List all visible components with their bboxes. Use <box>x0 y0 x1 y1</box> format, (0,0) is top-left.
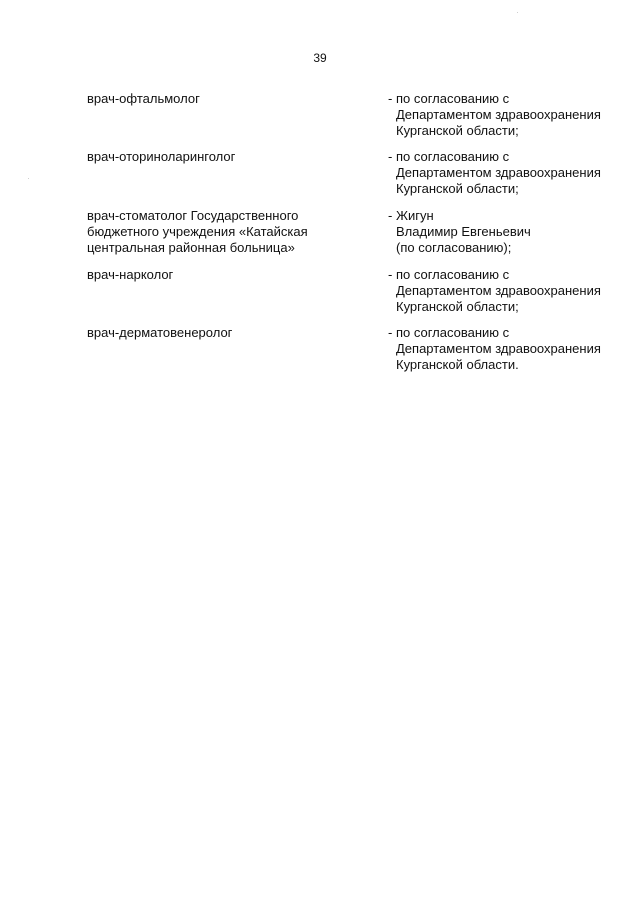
assignment-line: - по согласованию с <box>388 325 510 340</box>
role-title-line: врач-нарколог <box>87 267 174 282</box>
assignment <box>388 149 628 197</box>
role-title-line: бюджетного учреждения «Катайская <box>87 224 308 239</box>
assignment-line: Курганской области. <box>396 357 519 372</box>
roster-entry <box>0 91 640 141</box>
assignment-line: Курганской области; <box>396 181 519 196</box>
assignment <box>388 91 628 139</box>
assignment-line: - по согласованию с <box>388 267 510 282</box>
roster-entry <box>0 325 640 375</box>
role-title-line: центральная районная больница» <box>87 240 295 255</box>
assignment-line: Владимир Евгеньевич <box>396 224 531 239</box>
role-title-line: врач-оториноларинголог <box>87 149 236 164</box>
role-title <box>87 208 357 256</box>
role-title-line: врач-дерматовенеролог <box>87 325 233 340</box>
roster-entry <box>0 149 640 199</box>
assignment-line: - по согласованию с <box>388 91 510 106</box>
assignment <box>388 208 628 256</box>
assignment <box>388 325 628 373</box>
roster-entry <box>0 267 640 317</box>
role-title-line: врач-стоматолог Государственного <box>87 208 299 223</box>
role-title-line: врач-офтальмолог <box>87 91 200 106</box>
role-title <box>87 267 357 283</box>
assignment-line: Департаментом здравоохранения <box>396 283 601 298</box>
assignment-line: Департаментом здравоохранения <box>396 341 601 356</box>
assignment-line: (по согласованию); <box>396 240 512 255</box>
assignment-line: Департаментом здравоохранения <box>396 107 601 122</box>
assignment-line: - Жигун <box>388 208 434 223</box>
assignment <box>388 267 628 315</box>
scan-speck <box>517 12 518 13</box>
assignment-line: Курганской области; <box>396 123 519 138</box>
role-title <box>87 91 357 107</box>
assignment-line: Курганской области; <box>396 299 519 314</box>
role-title <box>87 149 357 165</box>
roster-entry <box>0 208 640 258</box>
assignment-line: Департаментом здравоохранения <box>396 165 601 180</box>
page-number: 39 <box>313 51 327 65</box>
scan-speck <box>28 178 29 179</box>
assignment-line: - по согласованию с <box>388 149 510 164</box>
role-title <box>87 325 357 341</box>
